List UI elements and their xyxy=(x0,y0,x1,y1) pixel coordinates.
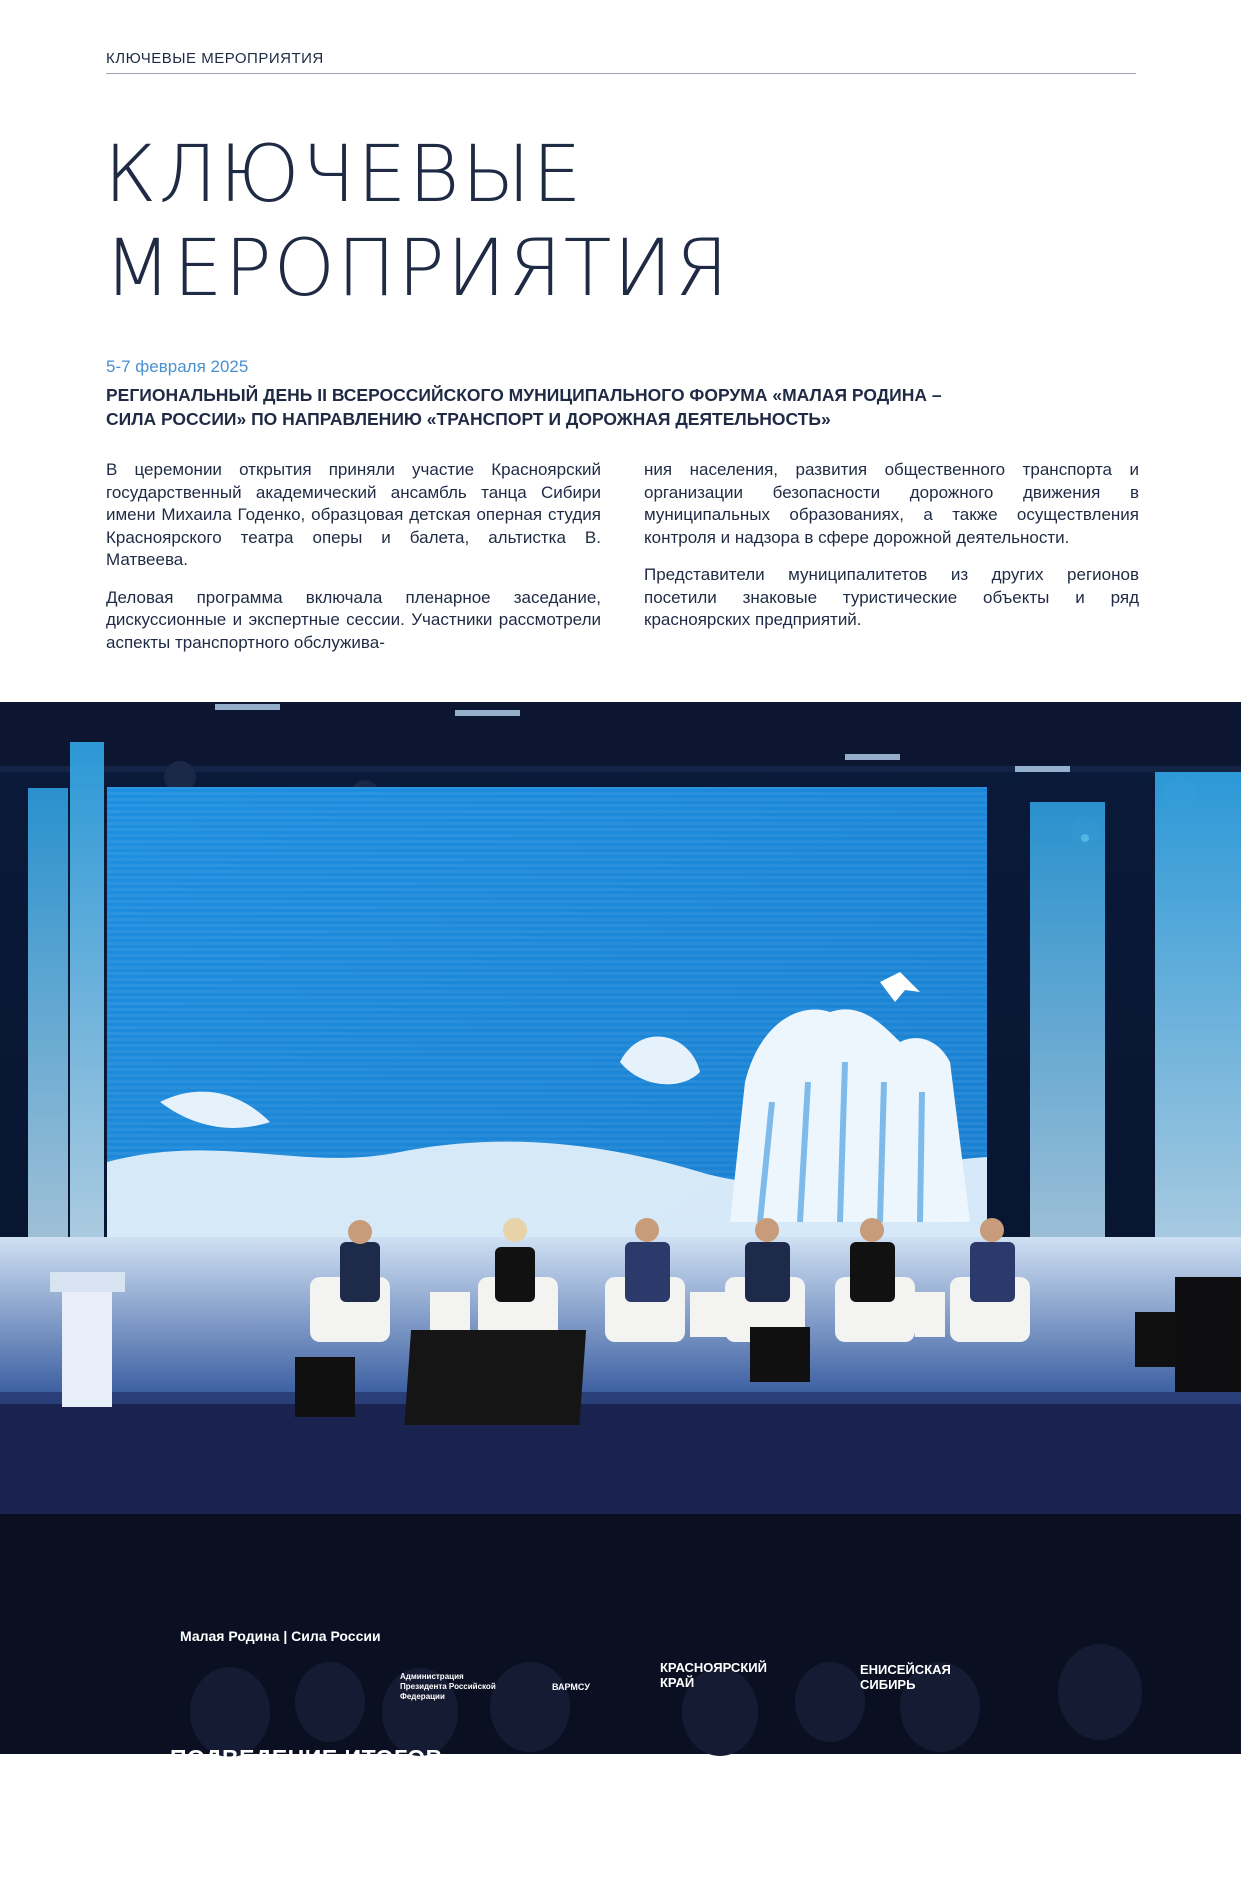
event-title xyxy=(106,383,1066,431)
screen-line: регионального дня форума xyxy=(170,1780,450,1805)
logo-varmsu-text: ВАРМСУ xyxy=(552,1682,590,1692)
page-title-line2: МЕРОПРИЯТИЯ xyxy=(104,224,731,314)
body-paragraph: Деловая программа включала пленарное заседание, дискуссионные и экспертные сессии. Участники рассмотрели аспекты транспортного обслужива- xyxy=(106,587,601,652)
body-column-left xyxy=(106,459,601,669)
logo-varmsu xyxy=(552,1682,590,1692)
logo-krai xyxy=(660,1660,780,1690)
stage-illustration xyxy=(0,702,1241,1754)
screen-line: «Малая Родина – Сила России» xyxy=(170,1809,500,1834)
logo-forum-text-a: Малая Родина xyxy=(180,1628,280,1644)
screen-logos xyxy=(180,1620,960,1700)
event-title-line2: СИЛА РОССИИ» ПО НАПРАВЛЕНИЮ «ТРАНСПОРТ И ДОРОЖНАЯ ДЕЯТЕЛЬНОСТЬ» xyxy=(106,409,831,429)
header-divider xyxy=(106,73,1136,74)
running-header: КЛЮЧЕВЫЕ МЕРОПРИЯТИЯ xyxy=(106,50,324,67)
logo-siberia-text: ЕНИСЕЙСКАЯ СИБИРЬ xyxy=(860,1662,951,1692)
logo-admin-text: Администрация Президента Российской Федерации xyxy=(400,1672,496,1701)
logo-forum: Малая Родина | Сила России xyxy=(180,1628,381,1644)
logo-forum-text-b: Сила России xyxy=(291,1628,381,1644)
event-title-line1: РЕГИОНАЛЬНЫЙ ДЕНЬ II ВСЕРОССИЙСКОГО МУНИЦИПАЛЬНОГО ФОРУМА «МАЛАЯ РОДИНА – xyxy=(106,385,942,405)
page-title xyxy=(104,128,731,316)
body-paragraph: ния населения, развития общественного транспорта и организации безопасности дорожного движения в муниципальных образованиях, а также осуществления контроля и надзора в сфере дорожной деятельности. xyxy=(644,460,1139,547)
body-paragraph: Представители муниципалитетов из других регионов посетили знаковые туристические объекты и ряд красноярских предприятий. xyxy=(644,565,1139,629)
body-paragraph: В церемонии открытия приняли участие Красноярский государственный академический ансамбль танца Сибири имени Михаила Годенко, образцовая детская оперная студия Красноярского театра оперы и балета, альтистка В. Матвеева. xyxy=(106,460,601,569)
screen-line: по теме «Транспортная и дорожная xyxy=(170,1838,535,1863)
logo-krai-text: КРАСНОЯРСКИЙ КРАЙ xyxy=(660,1660,767,1690)
event-date: 5-7 февраля 2025 xyxy=(106,357,249,376)
screen-line: деятельность» xyxy=(170,1867,322,1892)
body-column-right xyxy=(644,459,1139,647)
logo-admin xyxy=(400,1672,510,1702)
screen-heading: ПОДВЕДЕНИЕ ИТОГОВ xyxy=(170,1745,443,1771)
event-photo xyxy=(0,702,1241,1892)
screen-text xyxy=(170,1745,535,1894)
page-title-line1: КЛЮЧЕВЫЕ xyxy=(104,130,584,220)
logo-siberia xyxy=(860,1662,960,1692)
